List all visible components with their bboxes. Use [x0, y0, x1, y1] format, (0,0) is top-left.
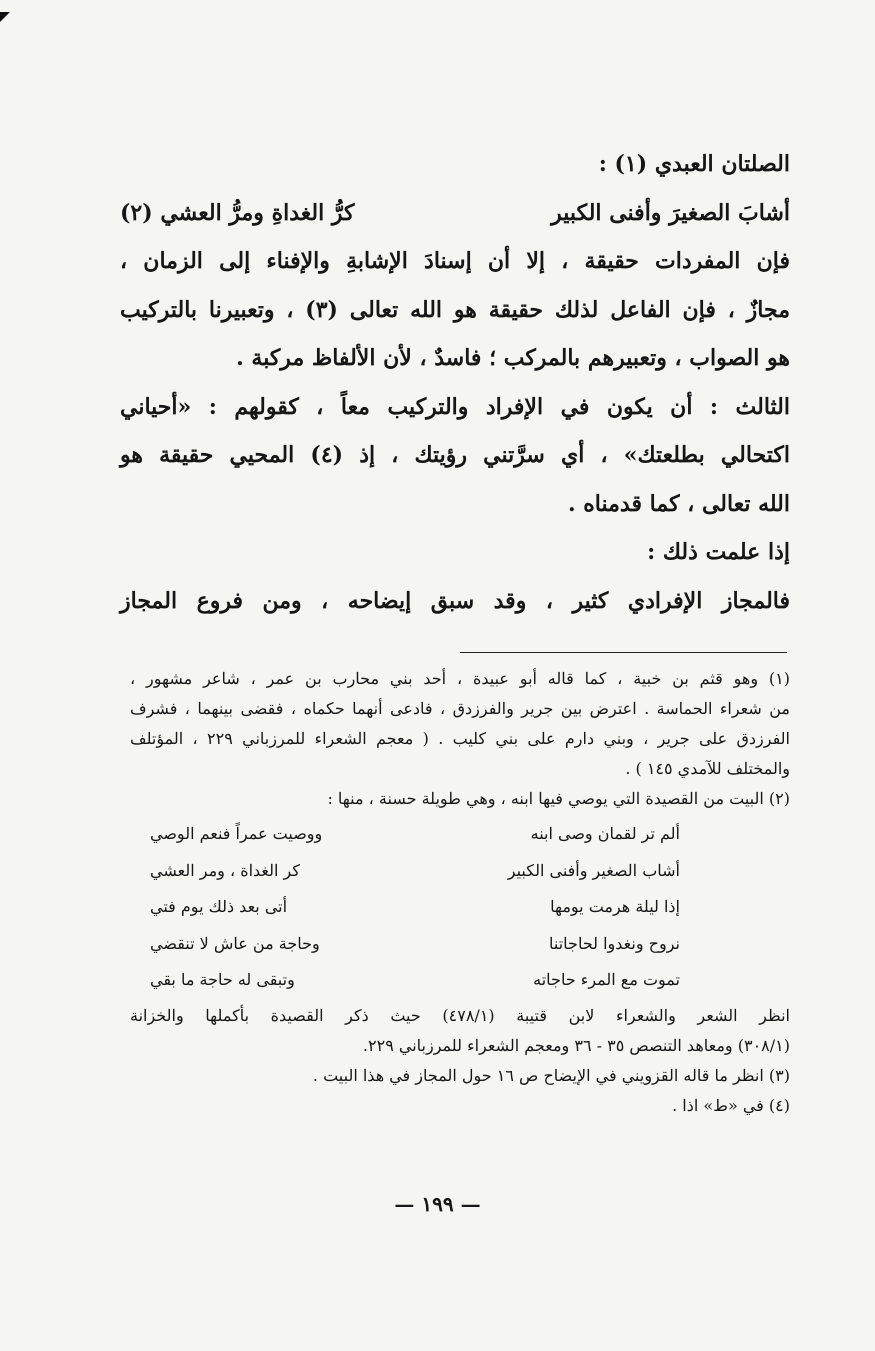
poem-second-hemistich: وحاجة من عاش لا تنقضي: [150, 933, 320, 953]
footnote-2-source-line-2: (٣٠٨/١) ومعاهد التنصص ٣٥ - ٣٦ ومعجم الشعراء للمرزباني ٢٢٩.: [362, 1035, 790, 1055]
scan-corner-mark: [0, 12, 10, 22]
poem-row: [150, 926, 680, 963]
footnote-4: (٤) في «ط» اذا .: [672, 1095, 790, 1115]
poem-row: [150, 816, 680, 853]
poem-first-hemistich: نروح ونغدوا لحاجاتنا: [549, 933, 680, 953]
verse-first-hemistich: أشابَ الصغيرَ وأفنى الكبير: [551, 199, 790, 226]
poem-second-hemistich: ووصيت عمراً فنعم الوصي: [150, 824, 323, 843]
main-line-4: مجازٌ ، فإن الفاعل لذلك حقيقة هو الله تعالى (٣) ، وتعبيرنا بالتركيب: [120, 296, 790, 323]
footnote-1-line-2: من شعراء الحماسة . اعترض بين جرير والفرزدق ، فادعى أنهما حكماه ، فقضى بينهما ، فشرف: [130, 699, 790, 718]
footnote-2-poem: [150, 816, 680, 999]
main-text: [120, 140, 790, 625]
main-line-3: فإن المفردات حقيقة ، إلا أن إسنادَ الإشابةِ والإفناء إلى الزمان ،: [120, 248, 790, 274]
poem-row: [150, 962, 680, 999]
main-line-5: هو الصواب ، وتعبيرهم بالمركب ؛ فاسدٌ ، لأن الألفاظ مركبة .: [236, 345, 790, 371]
footnote-separator: [460, 652, 787, 653]
main-line-6: الثالث : أن يكون في الإفراد والتركيب معاً ، كقولهم : «أحياني: [120, 393, 790, 420]
main-line-10: فالمجاز الإفرادي كثير ، وقد سبق إيضاحه ، ومن فروع المجاز: [120, 587, 790, 614]
footnotes: [130, 664, 790, 1121]
poem-second-hemistich: أتى بعد ذلك يوم فتي: [150, 897, 288, 916]
poem-row: [150, 853, 680, 890]
poem-first-hemistich: تموت مع المرء حاجاته: [533, 970, 680, 989]
main-line-7: اكتحالي بطلعتك» ، أي سرَّتني رؤيتك ، إذ (٤) المحيي حقيقة هو: [120, 442, 791, 468]
footnote-3: (٣) انظر ما قاله القزويني في الإيضاح ص ١٦ حول المجاز في هذا البيت .: [312, 1065, 790, 1085]
footnote-2-source-line-1: انظر الشعر والشعراء لابن قتيبة (٤٧٨/١) حيث ذكر القصيدة بأكملها والخزانة: [130, 1005, 791, 1025]
verse-second-hemistich: كرُّ الغداةِ ومرُّ العشي (٢): [120, 199, 355, 226]
main-line-1: الصلتان العبدي (١) :: [598, 151, 790, 177]
page-number: — ١٩٩ —: [394, 1192, 481, 1216]
main-line-8: الله تعالى ، كما قدمناه .: [567, 490, 790, 517]
footnote-2-intro: (٢) البيت من القصيدة التي يوصي فيها ابنه ، وهي طويلة حسنة ، منها :: [327, 789, 790, 808]
main-line-9: إذا علمت ذلك :: [647, 539, 790, 565]
footnote-1-line-1: (١) وهو قثم بن خبية ، كما قاله أبو عبيدة ، أحد بني محارب بن عمر ، شاعر مشهور ،: [130, 669, 790, 688]
main-verse: [120, 189, 790, 238]
poem-second-hemistich: وتبقى له حاجة ما بقي: [150, 970, 295, 989]
poem-first-hemistich: ألم تر لقمان وصى ابنه: [530, 824, 680, 843]
poem-first-hemistich: إذا ليلة هرمت يومها: [550, 897, 680, 916]
poem-row: [150, 889, 680, 926]
footnote-1-line-3: الفرزدق على جرير ، وبني دارم على بني كليب . ( معجم الشعراء للمرزباني ٢٢٩ ، المؤتلف: [130, 729, 790, 748]
poem-second-hemistich: كر الغداة ، ومر العشي: [150, 860, 300, 880]
poem-first-hemistich: أشاب الصغير وأفنى الكبير: [507, 860, 680, 880]
footnote-1-line-4: والمختلف للآمدي ١٤٥ ) .: [625, 759, 790, 778]
